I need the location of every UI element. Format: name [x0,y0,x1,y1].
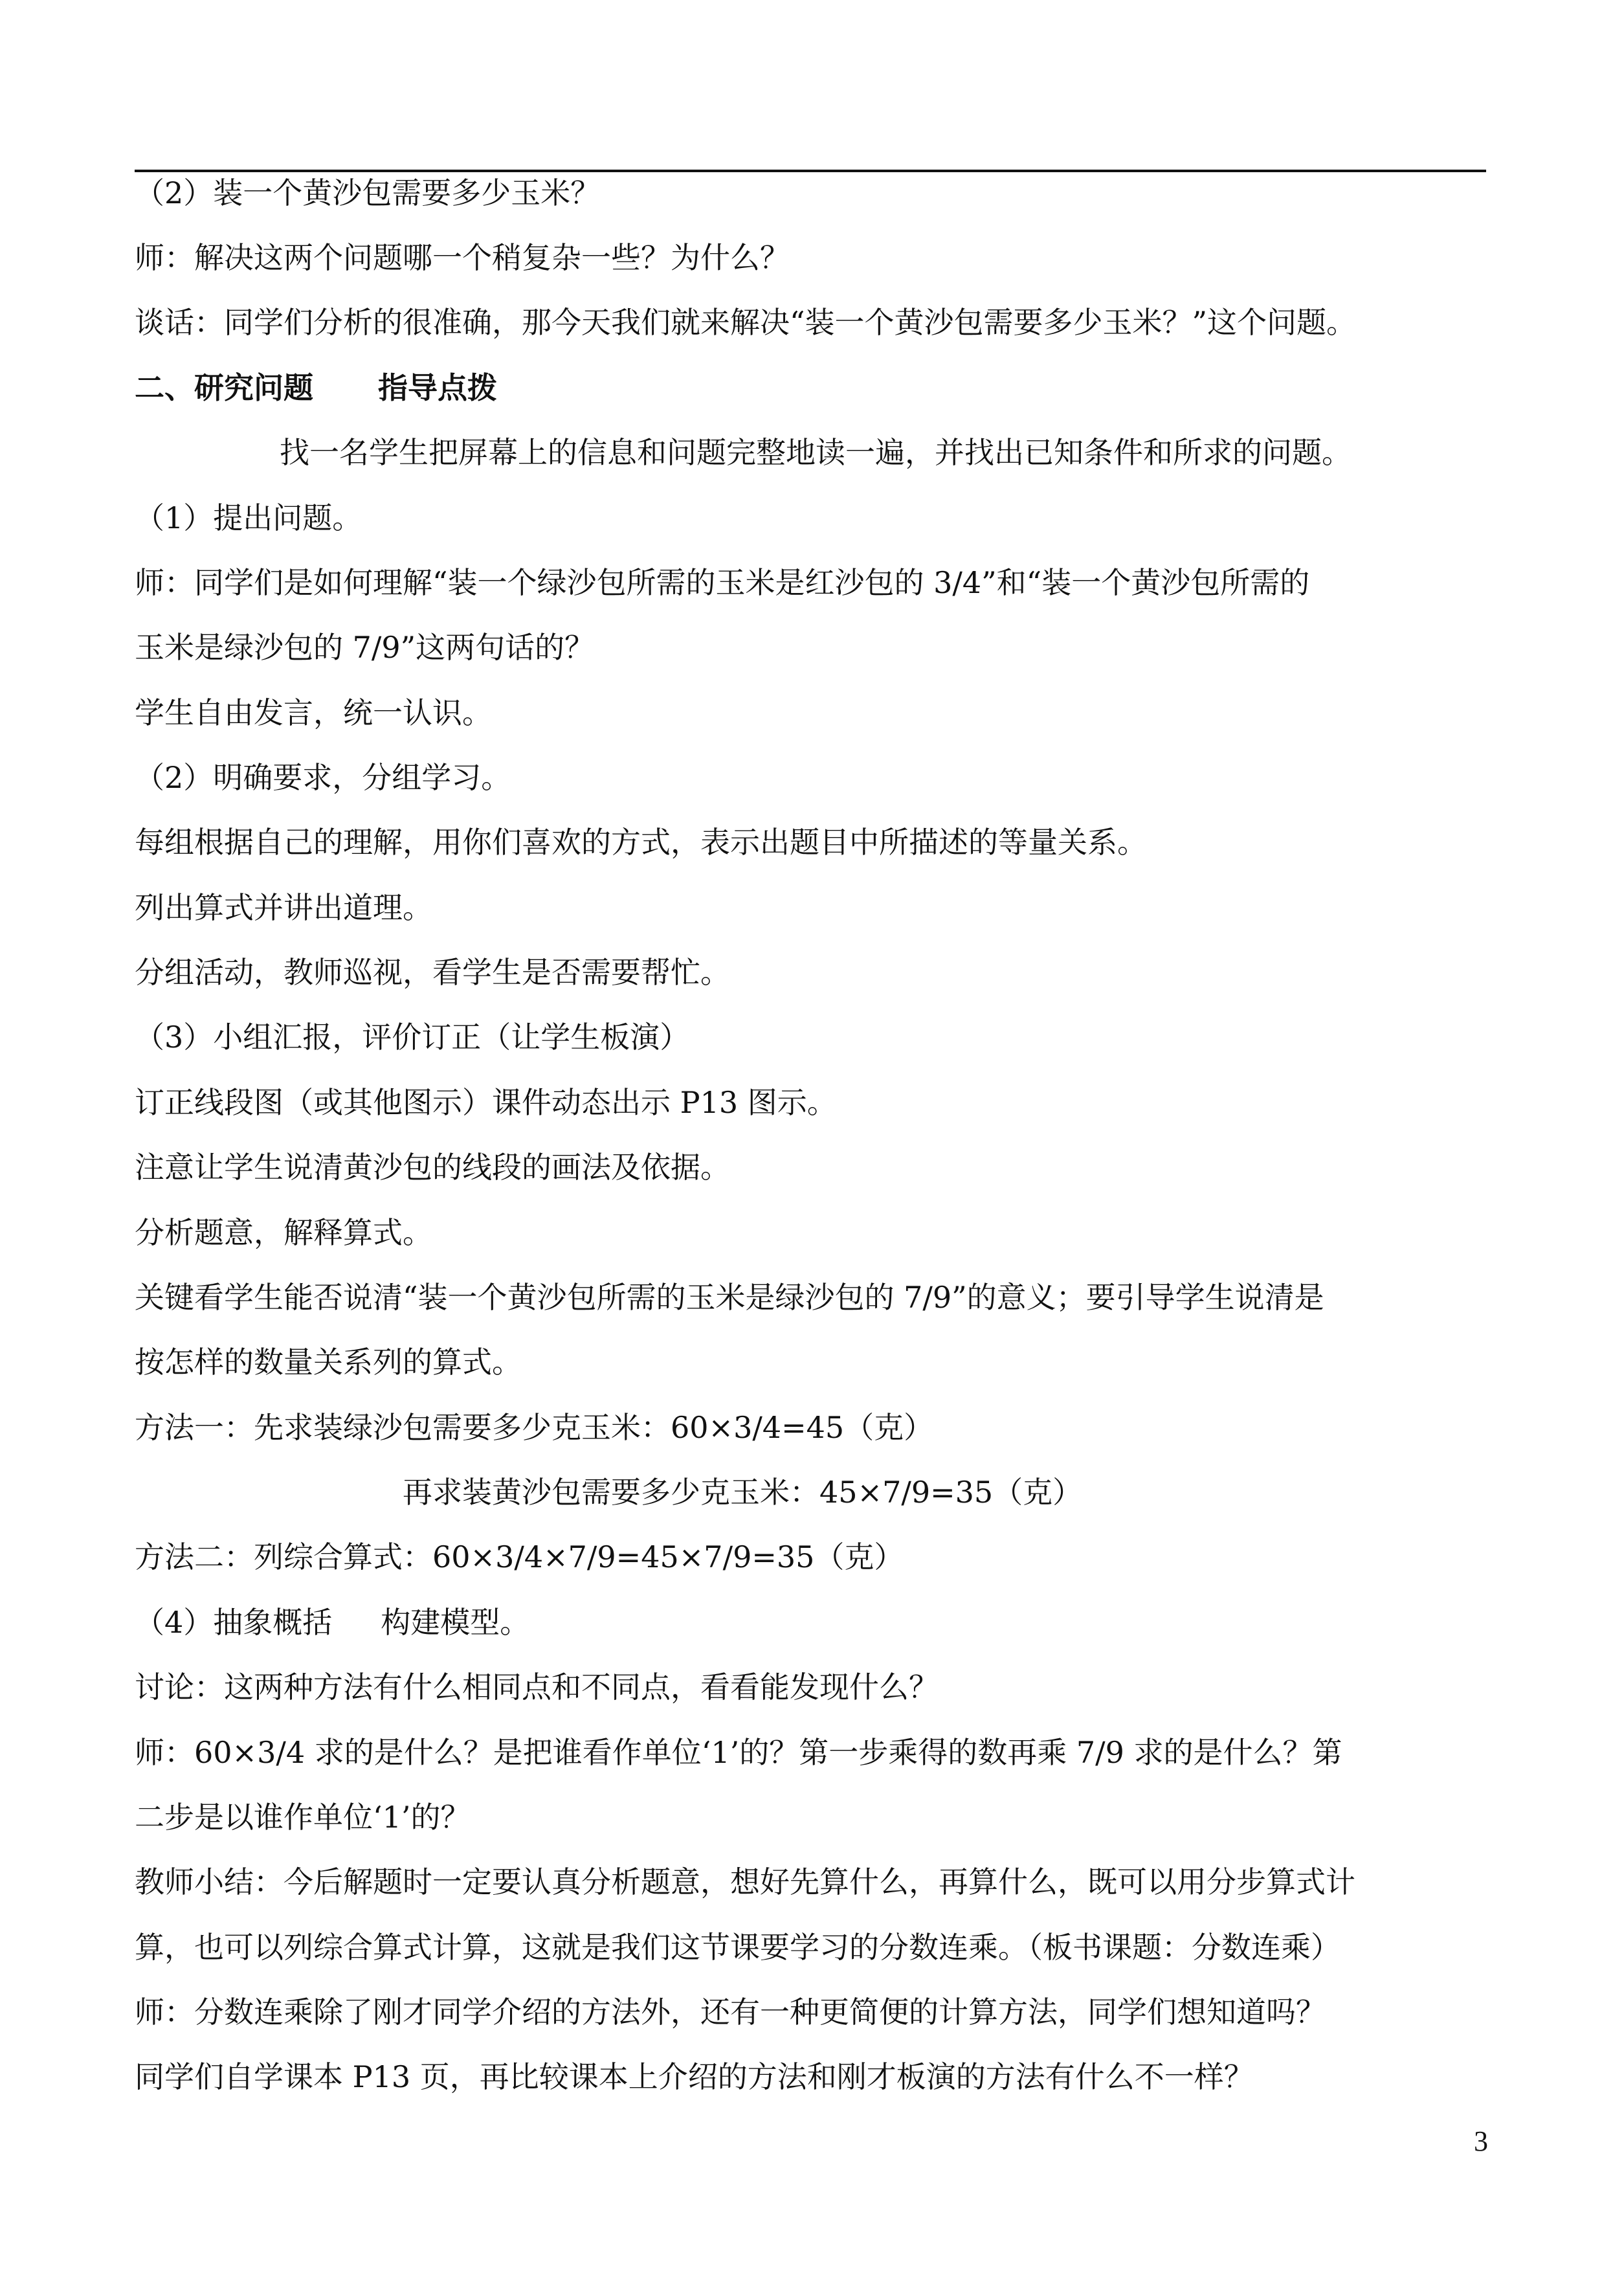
text-line: 订正线段图（或其他图示）课件动态出示 P13 图示。 [135,1085,837,1120]
text-line: 学生自由发言，统一认识。 [135,695,492,730]
method-two-line: 方法二：列综合算式：60×3/4×7/9=45×7/9=35（克） [135,1539,904,1574]
header-rule [135,170,1486,172]
section-heading-part-2: 指导点拨 [378,370,497,405]
text-line: 每组根据自己的理解，用你们喜欢的方式，表示出题目中所描述的等量关系。 [135,825,1147,860]
subheading-part-2: 构建模型。 [381,1605,530,1640]
page-number: 3 [1474,2125,1488,2157]
text-line: （1）提出问题。 [135,500,362,535]
text-line: 算，也可以列综合算式计算，这就是我们这节课要学习的分数连乘。（板书课题：分数连乘） [135,1930,1340,1965]
text-line: 玉米是绿沙包的 7/9”这两句话的？ [135,630,595,665]
text-line: 二步是以谁作单位‘1’的？ [135,1800,471,1835]
text-line: 讨论：这两种方法有什么相同点和不同点，看看能发现什么？ [135,1670,939,1705]
text-line: 列出算式并讲出道理。 [135,890,432,925]
text-line: （3）小组汇报，评价订正（让学生板演） [135,1020,690,1055]
text-line: 师：60×3/4 求的是什么？是把谁看作单位‘1’的？第一步乘得的数再乘 7/9 求的是什么？第 [135,1735,1342,1770]
text-line: 按怎样的数量关系列的算式。 [135,1345,522,1380]
text-line: 注意让学生说清黄沙包的线段的画法及依据。 [135,1150,730,1185]
text-line: 教师小结：今后解题时一定要认真分析题意，想好先算什么，再算什么，既可以用分步算式计 [135,1864,1355,1899]
text-line: 师：分数连乘除了刚才同学介绍的方法外，还有一种更简便的计算方法，同学们想知道吗？ [135,1995,1326,2030]
method-one-continuation: 再求装黄沙包需要多少克玉米：45×7/9=35（克） [403,1475,1083,1510]
text-line: 师：同学们是如何理解“装一个绿沙包所需的玉米是红沙包的 3/4”和“装一个黄沙包所需的 [135,565,1310,600]
text-line: 关键看学生能否说清“装一个黄沙包所需的玉米是绿沙包的 7/9”的意义；要引导学生说清是 [135,1280,1324,1315]
text-line: 同学们自学课本 P13 页，再比较课本上介绍的方法和刚才板演的方法有什么不一样？ [135,2059,1254,2094]
text-line: 分组活动，教师巡视，看学生是否需要帮忙。 [135,955,730,990]
subheading-part-1: （4）抽象概括 [135,1605,333,1640]
text-line: 师：解决这两个问题哪一个稍复杂一些？为什么？ [135,240,790,275]
subheading-line [135,1603,529,1642]
section-heading-part-1: 二、研究问题 [135,370,313,405]
section-heading [135,368,497,407]
text-line: 分析题意，解释算式。 [135,1215,432,1250]
text-line: （2）明确要求，分组学习。 [135,760,511,795]
text-line: 找一名学生把屏幕上的信息和问题完整地读一遍，并找出已知条件和所求的问题。 [280,435,1351,470]
text-line: 谈话：同学们分析的很准确，那今天我们就来解决“装一个黄沙包需要多少玉米？”这个问题。 [135,305,1357,340]
text-line: （2）装一个黄沙包需要多少玉米？ [135,175,601,210]
method-one-line: 方法一：先求装绿沙包需要多少克玉米：60×3/4=45（克） [135,1410,934,1445]
